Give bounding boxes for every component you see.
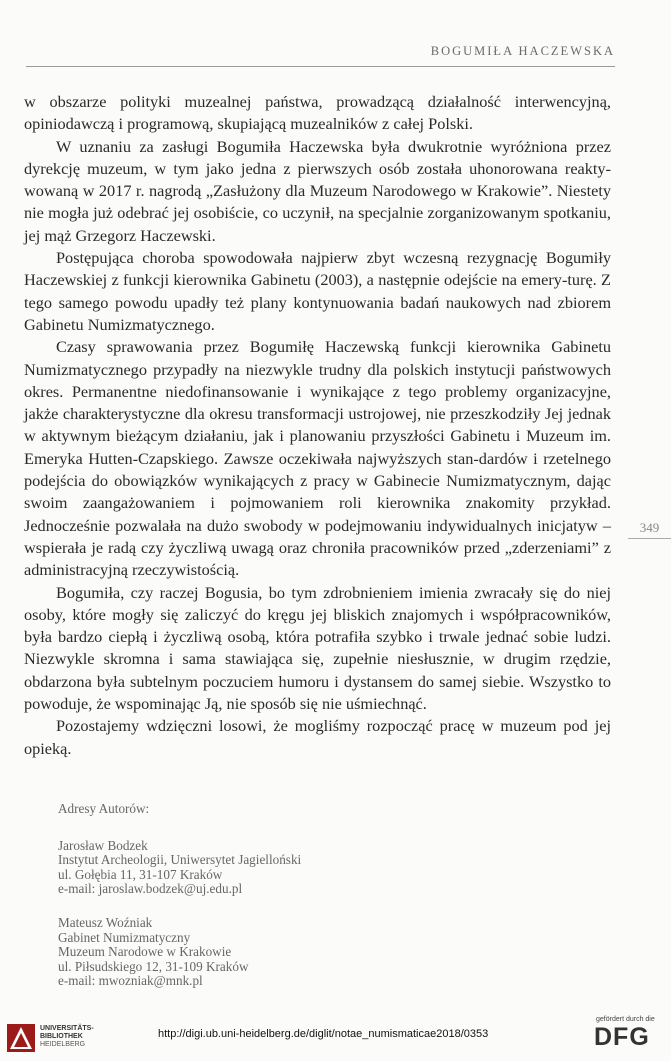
library-name: [40, 1025, 94, 1049]
author-address-block: [58, 916, 578, 989]
author-name: Mateusz Woźniak: [58, 914, 153, 930]
paragraph-4: Czasy sprawowania przez Bogumiłę Haczewską funkcji kierownika Gabinetu Numizmatycznego przypadły na niezwykle trudny dla polskich instytucji państwowych okres. Permanentne niedofinansowanie i wynikające z tego problemy organizacyjne, jakże charakterystyczne dla okresu transformacji ustrojowej, nie przeszkodziły Jej jednak w aktywnym bieżącym działaniu, jak i planowaniu przyszłości Gabinetu i Muzeum im. Emeryka Hutten-Czapskiego. Zawsze oczekiwała najwyższych stan-dardów i rzetelnego podejścia do obowiązków wynikających z pracy w Gabinecie Numizmatycznym, dając swoim zaangażowaniem i pojmowaniem roli kierownika znakomity przykład. Jednocześnie pozwalała na dużo swobody w podejmowaniu indywidualnych inicjatyw – wspierała je radą czy życzliwą uwagą oraz chroniła pracowników przed „zderzeniami” z administracyjną rzeczywistością.: [24, 337, 611, 580]
author-email: e-mail: mwozniak@mnk.pl: [58, 973, 203, 989]
header-rule: [26, 66, 615, 67]
author-institution: Gabinet Numizmatyczny: [58, 929, 191, 945]
funder-logo[interactable]: [594, 1016, 666, 1058]
author-address-block: [58, 839, 578, 897]
running-title: BOGUMIŁA HACZEWSKA: [430, 44, 615, 58]
paragraph-1: w obszarze polityki muzealnej państwa, prowadzącą działalność interwencyjną, opiniodawczą i programową, skupiającą muzealników z całej Polski.: [24, 92, 611, 134]
dfg-logo-text: DFG: [594, 1023, 650, 1051]
paragraph-6: Pozostajemy wdzięczni losowi, że mogliśmy rozpocząć pracę w muzeum pod jej opieką.: [24, 716, 611, 758]
library-logo[interactable]: [6, 1021, 106, 1057]
author-street: ul. Gołębia 11, 31-107 Kraków: [58, 866, 223, 882]
author-institution: Instytut Archeologii, Uniwersytet Jagielloński: [58, 852, 302, 868]
library-name-line: UNIVERSITÄTS-: [40, 1025, 94, 1032]
addresses-heading: Adresy Autorów:: [58, 801, 150, 816]
author-name: Jarosław Bodzek: [58, 837, 148, 853]
author-addresses: [58, 802, 578, 1008]
article-body: [24, 91, 611, 760]
author-institution-2: Muzeum Narodowe w Krakowie: [58, 944, 232, 960]
funder-caption: gefördert durch die: [596, 1016, 655, 1023]
paragraph-5: Bogumiła, czy raczej Bogusia, bo tym zdrobnieniem imienia zwracały się do niej osoby, które mogły się zaliczyć do kręgu jej bliskich znajomych i współpracowników, była bardzo ciepłą i życzliwą osobą, która potrafiła szybko i trwale jednać sobie ludzi. Niezwykle skromna i sama stawiająca się, zupełnie niesłusznie, w drugim rzędzie, obdarzona była subtelnym poczuciem humoru i dystansem do samej siebie. Wszystko to powoduje, że wspominając Ją, nie sposób się nie uśmiechnąć.: [24, 582, 611, 714]
author-street: ul. Piłsudskiego 12, 31-109 Kraków: [58, 958, 249, 974]
library-name-line: HEIDELBERG: [40, 1041, 86, 1048]
library-seal-icon: [6, 1023, 36, 1053]
page-number: 349: [628, 520, 671, 539]
library-name-line: BIBLIOTHEK: [40, 1033, 83, 1040]
paragraph-2: W uznaniu za zasługi Bogumiła Haczewska była dwukrotnie wyróżniona przez dyrekcję muzeum, w tym jako jedna z pierwszych osób została uhonorowana reakty-wowaną w 2017 r. nagrodą „Zasłużony dla Muzeum Narodowego w Krakowie”. Niestety nie mogła już odebrać jej osobiście, co uczynił, na specjalnie zorganizowanym spotkaniu, jej mąż Grzegorz Haczewski.: [24, 136, 611, 245]
paragraph-3: Postępująca choroba spowodowała najpierw zbyt wczesną rezygnację Bogumiły Haczewskiej z funkcji kierownika Gabinetu (2003), a następnie odejście na emery-turę. Z tego samego powodu upadły też plany kontynuowania badań naukowych nad zbiorem Gabinetu Numizmatycznego.: [24, 248, 611, 334]
author-email: e-mail: jaroslaw.bodzek@uj.edu.pl: [58, 881, 243, 897]
permalink-url[interactable]: http://digi.ub.uni-heidelberg.de/diglit/notae_numismaticae2018/0353: [158, 1028, 489, 1040]
